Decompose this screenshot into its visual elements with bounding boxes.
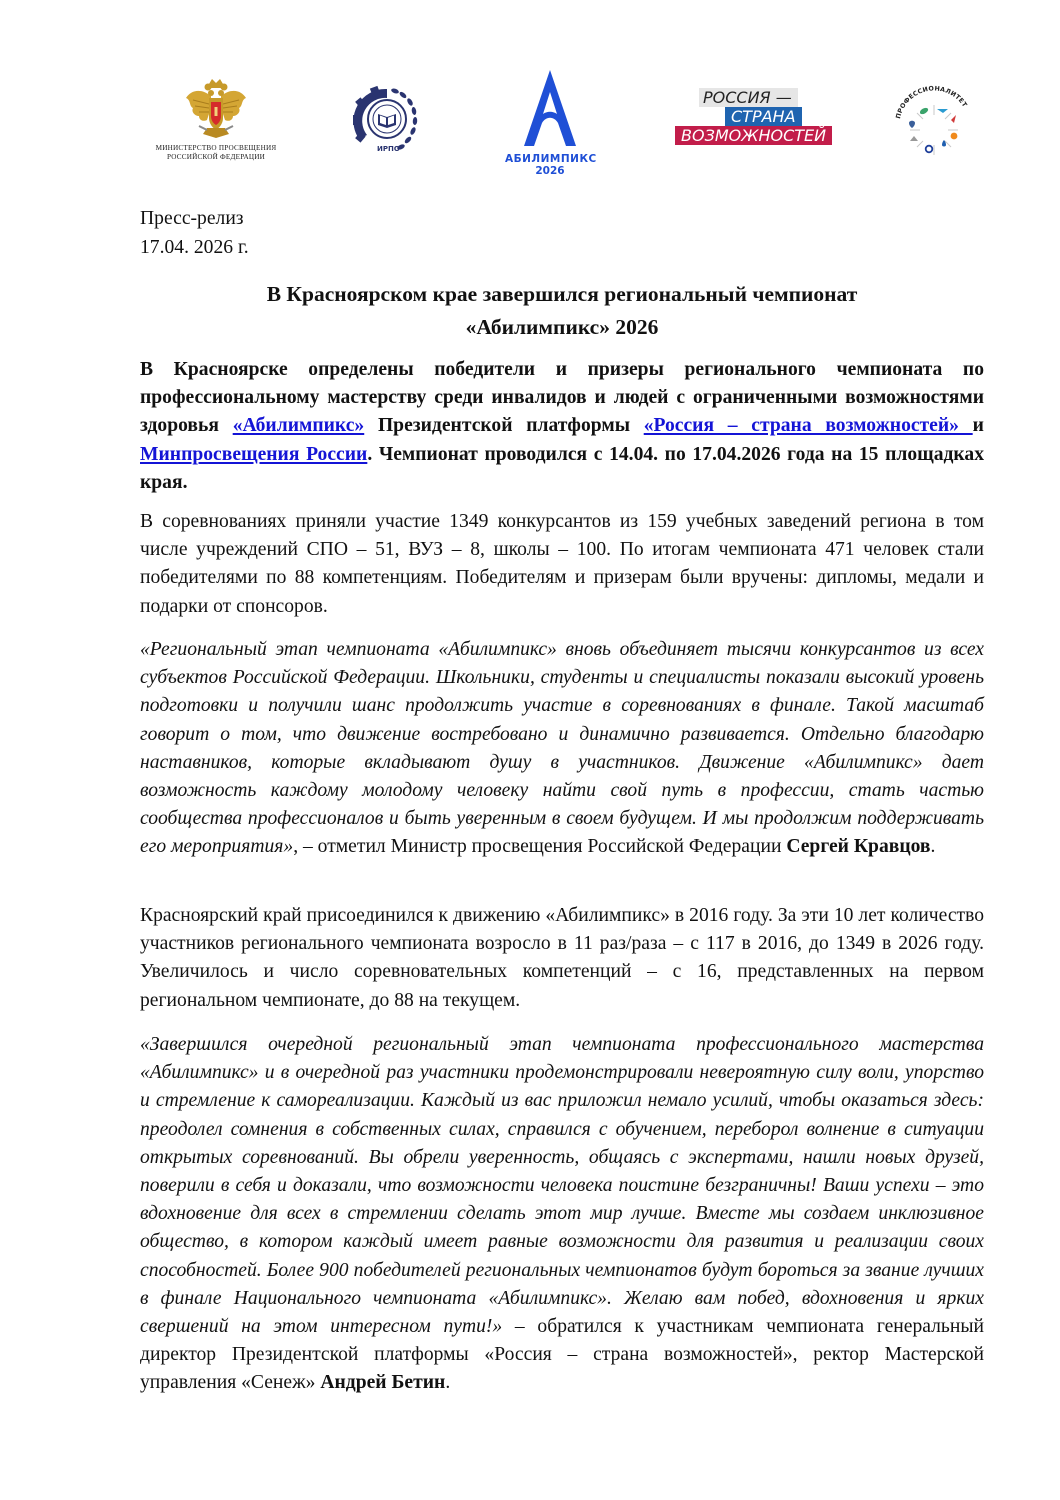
minprosveshcheniya-link[interactable]: Минпросвещения России: [140, 443, 368, 465]
abilympics-link[interactable]: «Абилимпикс»: [232, 415, 365, 437]
lead-paragraph: [140, 356, 984, 497]
svg-text:ИРПО: ИРПО: [377, 145, 400, 153]
irpo-logo: [347, 81, 427, 161]
rsv-line3: ВОЗМОЖНОСТЕЙ: [675, 126, 832, 145]
minister-attribution: , – отметил Министр просвещения Российской Федерации: [293, 836, 787, 858]
rsv-line2: СТРАНА: [725, 107, 802, 126]
ministry-logo: [152, 78, 280, 178]
director-quote-end: .: [445, 1372, 451, 1394]
rsv-line1: РОССИЯ —: [699, 88, 798, 107]
ministry-caption-line2: РОССИЙСКОЙ ФЕДЕРАЦИИ: [166, 153, 266, 161]
title-line1: В Красноярском крае завершился региональный чемпионат: [266, 282, 858, 306]
russia-land-of-opportunity-link[interactable]: «Россия – страна возможностей»: [643, 415, 973, 437]
minister-quote-paragraph: [140, 636, 984, 862]
abilympics-a-icon: [520, 68, 580, 148]
double-headed-eagle-icon: [185, 78, 247, 142]
professionalitet-logo: [888, 79, 980, 171]
history-paragraph: Красноярский край присоединился к движению «Абилимпикс» в 2016 году. За эти 10 лет количество участников регионального чемпионата возросло в 11 раз/раза – с 117 в 2016, до 1349 в 2026 году. Увеличилось и число соревновательных компетенций – с 16, представленных на первом региональном чемпионате, до 88 на текущем.: [140, 905, 984, 1011]
director-name: Андрей Бетин: [320, 1372, 446, 1394]
ministry-caption: [152, 144, 280, 162]
svg-text:ПРОФЕССИОНАЛИТЕТ: ПРОФЕССИОНАЛИТЕТ: [895, 85, 969, 120]
minister-name: Сергей Кравцов: [786, 836, 931, 858]
title-line2: «Абилимпикс» 2026: [465, 315, 659, 339]
abilympics-name: АБИЛИМПИКС: [505, 153, 597, 165]
abilympics-logo: [505, 68, 595, 180]
lead-text-3: и: [972, 415, 984, 437]
participants-paragraph: В соревнованиях приняли участие 1349 конкурсантов из 159 учебных заведений региона в том числе учреждений СПО – 51, ВУЗ – 8, школы – 100. По итогам чемпионата 471 человек стали победителями по 88 компетенциям. Победителям и призерам были вручены: дипломы, медали и подарки от спонсоров.: [140, 511, 984, 617]
russia-land-of-opportunity-logo: [675, 88, 835, 152]
minister-quote-end: .: [930, 836, 936, 858]
director-quote: «Завершился очередной региональный этап чемпионата профессионального мастерства «Абилимпикс» и в очередной раз участники продемонстрировали невероятную силу воли, упорство и стремление к самореализации. Каждый из вас приложил немало усилий, чтобы оказаться здесь: преодолел сомнения в собственных силах, справился с обучением, переборол волнение в ситуации открытых соревнований. Вы обрели уверенность, общаясь с экспертами, нашли новых друзей, поверили в себя и доказали, что возможности человека поистине безграничны! Ваши успехи – это вдохновение для всех в стремлении сделать этот мир лучше. Вместе мы создаем инклюзивное общество, в котором каждый имеет равные возможности для развития и реализации своих способностей. Более 900 победителей региональных чемпионатов будут бороться за звание лучших в финале Национального чемпионата «Абилимпикс». Желаю вам побед, вдохновения и ярких свершений на этом интересном пути!»: [140, 1034, 984, 1338]
professionalitet-emblem-icon: [888, 79, 980, 171]
director-attribution: – обратился к участникам чемпионата генеральный директор Президентской платформы «Россия – страна возможностей», ректор Мастерской управления «Сенеж»: [140, 1316, 984, 1394]
logos-row: [140, 66, 1000, 186]
release-date: 17.04. 2026 г.: [140, 237, 249, 258]
lead-text-4: . Чемпионат проводился с 14.04. по 17.04.2026 года на 15 площадках края.: [140, 443, 984, 493]
minister-quote: «Региональный этап чемпионата «Абилимпикс» вновь объединяет тысячи конкурсантов из всех субъектов Российской Федерации. Школьники, студенты и специалисты показали высокий уровень подготовки и получили шанс продолжить участие в соревнованиях в финале. Такой масштаб говорит о том, что движение востребовано и динамично развивается. Отдельно благодарю наставников, которые вкладывают душу в участников. Движение «Абилимпикс» дает возможность каждому молодому человеку найти свой путь в профессии, стать частью сообщества профессионалов и быть уверенным в своем будущем. И мы продолжим поддерживать его мероприятия»: [140, 639, 984, 858]
irpo-emblem-icon: [347, 81, 427, 161]
page-title: [140, 278, 984, 344]
abilympics-year: 2026: [535, 165, 565, 177]
lead-text-2: Президентской платформы: [364, 415, 644, 437]
ministry-caption-line1: МИНИСТЕРСТВО ПРОСВЕЩЕНИЯ: [155, 144, 277, 152]
lead-text-1: В Красноярске определены победители и призеры регионального чемпионата по профессиональному мастерству среди инвалидов и людей с ограниченными возможностями здоровья: [140, 359, 984, 437]
director-quote-paragraph: [140, 1031, 984, 1398]
doc-type: Пресс-релиз: [140, 208, 244, 229]
